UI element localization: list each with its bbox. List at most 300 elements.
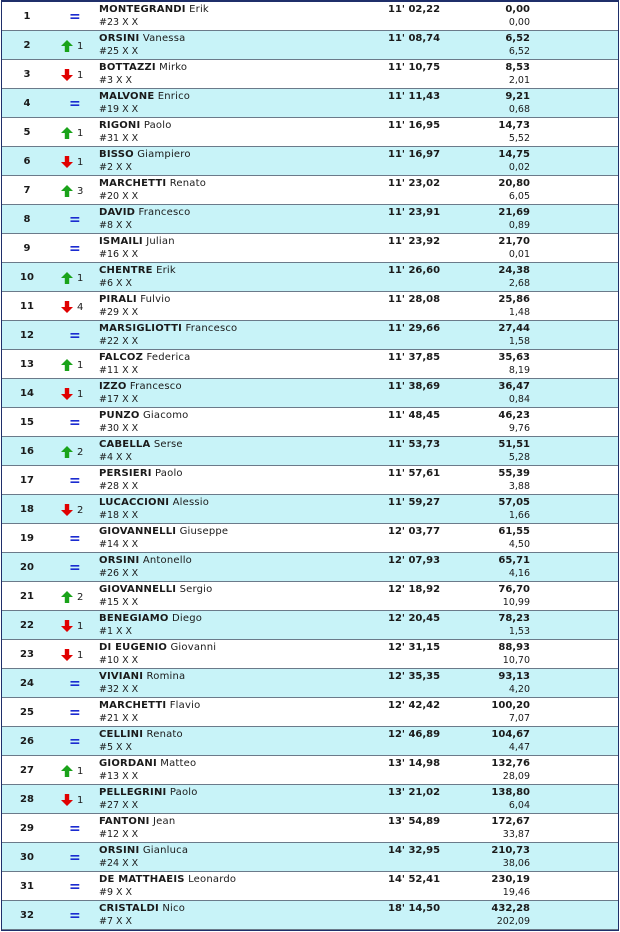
position-change: 2 [77, 447, 84, 458]
athlete-first-name: Mirko [159, 62, 188, 73]
bib-number: #10 X X [99, 655, 139, 666]
gap-to-previous: 2,68 [508, 278, 530, 289]
position-cell: 5 [23, 127, 31, 138]
athlete-first-name: Francesco [185, 323, 238, 334]
athlete-name [99, 758, 196, 769]
gap-to-leader: 55,39 [498, 468, 530, 479]
finish-time: 11' 48,45 [388, 410, 441, 421]
gap-to-leader: 138,80 [491, 787, 530, 798]
position-cell: 3 [23, 69, 31, 80]
position-cell: 16 [20, 446, 34, 457]
trend-cell [61, 213, 91, 227]
red-down-arrow-icon [61, 794, 73, 806]
bib-number: #1 X X [99, 626, 133, 637]
finish-time: 18' 14,50 [388, 903, 441, 914]
trend-cell [61, 619, 91, 633]
finish-time: 11' 23,91 [388, 207, 441, 218]
position-cell: 27 [20, 765, 34, 776]
position-change: 1 [77, 273, 84, 284]
gap-to-leader: 230,19 [491, 874, 530, 885]
gap-to-previous: 1,53 [508, 626, 530, 637]
athlete-name [99, 671, 185, 682]
gap-to-leader: 20,80 [498, 178, 530, 189]
bib-number: #24 X X [99, 858, 139, 869]
results-table [1, 0, 619, 931]
athlete-name [99, 903, 185, 914]
athlete-first-name: Enrico [157, 91, 191, 102]
bib-number: #23 X X [99, 17, 139, 28]
trend-cell [61, 822, 91, 836]
table-row [2, 89, 618, 118]
bib-number: #3 X X [99, 75, 133, 86]
blue-equal-icon: = [69, 676, 81, 692]
trend-cell [61, 242, 91, 256]
athlete-first-name: Fulvio [140, 294, 171, 305]
gap-to-previous: 38,06 [502, 858, 530, 869]
athlete-last-name: DE MATTHAEIS [99, 874, 185, 885]
position-cell: 10 [20, 272, 34, 283]
table-row [2, 60, 618, 89]
athlete-last-name: PELLEGRINI [99, 787, 167, 798]
athlete-last-name: BENEGIAMO [99, 613, 169, 624]
trend-cell [61, 445, 91, 459]
athlete-last-name: CELLINI [99, 729, 144, 740]
blue-equal-icon: = [69, 821, 81, 837]
trend-cell [61, 880, 91, 894]
trend-cell [61, 329, 91, 343]
green-up-arrow-icon [61, 591, 73, 603]
gap-to-leader: 57,05 [498, 497, 530, 508]
table-row [2, 611, 618, 640]
gap-to-previous: 0,84 [508, 394, 530, 405]
table-row [2, 437, 618, 466]
athlete-last-name: ORSINI [99, 555, 140, 566]
table-row [2, 466, 618, 495]
gap-to-previous: 5,28 [508, 452, 530, 463]
trend-cell [61, 706, 91, 720]
bib-number: #14 X X [99, 539, 139, 550]
athlete-last-name: MARCHETTI [99, 700, 167, 711]
athlete-name [99, 613, 202, 624]
gap-to-leader: 104,67 [491, 729, 530, 740]
bib-number: #12 X X [99, 829, 139, 840]
gap-to-previous: 10,99 [502, 597, 530, 608]
position-cell: 23 [20, 649, 34, 660]
bib-number: #5 X X [99, 742, 133, 753]
athlete-last-name: GIOVANNELLI [99, 526, 177, 537]
athlete-last-name: GIORDANI [99, 758, 157, 769]
finish-time: 14' 52,41 [388, 874, 441, 885]
athlete-name [99, 91, 190, 102]
gap-to-previous: 1,48 [508, 307, 530, 318]
table-row [2, 582, 618, 611]
blue-equal-icon: = [69, 415, 81, 431]
red-down-arrow-icon [61, 620, 73, 632]
red-down-arrow-icon [61, 649, 73, 661]
table-row [2, 263, 618, 292]
athlete-name [99, 700, 200, 711]
gap-to-leader: 100,20 [491, 700, 530, 711]
trend-cell [61, 416, 91, 430]
gap-to-previous: 0,02 [508, 162, 530, 173]
athlete-last-name: GIOVANNELLI [99, 584, 177, 595]
gap-to-previous: 28,09 [502, 771, 530, 782]
gap-to-previous: 6,05 [508, 191, 530, 202]
position-cell: 7 [23, 185, 31, 196]
trend-cell [61, 764, 91, 778]
athlete-first-name: Paolo [169, 787, 198, 798]
gap-to-leader: 172,67 [491, 816, 530, 827]
athlete-first-name: Julian [146, 236, 175, 247]
finish-time: 11' 11,43 [388, 91, 441, 102]
athlete-last-name: PERSIERI [99, 468, 152, 479]
gap-to-previous: 7,07 [508, 713, 530, 724]
athlete-name [99, 352, 190, 363]
finish-time: 11' 57,61 [388, 468, 441, 479]
position-change: 1 [77, 621, 84, 632]
blue-equal-icon: = [69, 473, 81, 489]
gap-to-leader: 9,21 [505, 91, 530, 102]
table-row [2, 843, 618, 872]
table-row [2, 553, 618, 582]
athlete-last-name: BOTTAZZI [99, 62, 156, 73]
athlete-first-name: Matteo [160, 758, 197, 769]
athlete-first-name: Erik [156, 265, 176, 276]
gap-to-previous: 202,09 [496, 916, 530, 927]
position-cell: 24 [20, 678, 34, 689]
athlete-last-name: BISSO [99, 149, 134, 160]
position-change: 2 [77, 505, 84, 516]
position-change: 2 [77, 592, 84, 603]
athlete-name [99, 439, 183, 450]
athlete-first-name: Flavio [169, 700, 201, 711]
table-row [2, 785, 618, 814]
gap-to-leader: 21,69 [498, 207, 530, 218]
bib-number: #22 X X [99, 336, 139, 347]
gap-to-leader: 210,73 [491, 845, 530, 856]
table-row [2, 147, 618, 176]
table-row [2, 118, 618, 147]
athlete-name [99, 381, 182, 392]
athlete-last-name: FANTONI [99, 816, 150, 827]
gap-to-leader: 35,63 [498, 352, 530, 363]
bib-number: #11 X X [99, 365, 139, 376]
position-cell: 17 [20, 475, 34, 486]
green-up-arrow-icon [61, 40, 73, 52]
gap-to-previous: 19,46 [502, 887, 530, 898]
position-cell: 6 [23, 156, 31, 167]
athlete-last-name: ORSINI [99, 33, 140, 44]
gap-to-previous: 2,01 [508, 75, 530, 86]
athlete-first-name: Paolo [143, 120, 172, 131]
red-down-arrow-icon [61, 156, 73, 168]
bib-number: #18 X X [99, 510, 139, 521]
gap-to-leader: 132,76 [491, 758, 530, 769]
table-row [2, 379, 618, 408]
athlete-last-name: DI EUGENIO [99, 642, 168, 653]
bib-number: #8 X X [99, 220, 133, 231]
gap-to-previous: 0,68 [508, 104, 530, 115]
bib-number: #26 X X [99, 568, 139, 579]
trend-cell [61, 300, 91, 314]
gap-to-leader: 25,86 [498, 294, 530, 305]
gap-to-previous: 4,47 [508, 742, 530, 753]
athlete-first-name: Leonardo [188, 874, 237, 885]
athlete-first-name: Paolo [155, 468, 183, 479]
gap-to-leader: 21,70 [498, 236, 530, 247]
position-cell: 1 [23, 11, 31, 22]
bib-number: #19 X X [99, 104, 139, 115]
gap-to-leader: 76,70 [498, 584, 530, 595]
athlete-last-name: CHENTRE [99, 265, 153, 276]
gap-to-leader: 6,52 [505, 33, 530, 44]
position-cell: 32 [20, 910, 34, 921]
finish-time: 12' 07,93 [388, 555, 441, 566]
gap-to-leader: 46,23 [498, 410, 530, 421]
finish-time: 12' 35,35 [388, 671, 441, 682]
position-cell: 11 [20, 301, 34, 312]
athlete-first-name: Giovanni [170, 642, 217, 653]
athlete-first-name: Erik [189, 4, 209, 15]
bib-number: #32 X X [99, 684, 139, 695]
athlete-first-name: Jean [153, 816, 176, 827]
table-row [2, 31, 618, 60]
blue-equal-icon: = [69, 560, 81, 576]
gap-to-leader: 14,73 [498, 120, 530, 131]
bib-number: #16 X X [99, 249, 139, 260]
table-row [2, 698, 618, 727]
bib-number: #13 X X [99, 771, 139, 782]
athlete-first-name: Giampiero [137, 149, 191, 160]
athlete-name [99, 178, 206, 189]
athlete-first-name: Gianluca [142, 845, 189, 856]
table-row [2, 872, 618, 901]
bib-number: #15 X X [99, 597, 139, 608]
gap-to-previous: 4,20 [508, 684, 530, 695]
position-cell: 21 [20, 591, 34, 602]
blue-equal-icon: = [69, 328, 81, 344]
finish-time: 11' 38,69 [388, 381, 441, 392]
finish-time: 11' 23,92 [388, 236, 441, 247]
blue-equal-icon: = [69, 705, 81, 721]
blue-equal-icon: = [69, 734, 81, 750]
bib-number: #2 X X [99, 162, 133, 173]
gap-to-previous: 10,70 [502, 655, 530, 666]
bib-number: #21 X X [99, 713, 139, 724]
gap-to-leader: 24,38 [498, 265, 530, 276]
position-cell: 13 [20, 359, 34, 370]
gap-to-leader: 65,71 [498, 555, 530, 566]
position-cell: 22 [20, 620, 34, 631]
position-change: 1 [77, 389, 84, 400]
red-down-arrow-icon [61, 388, 73, 400]
position-change: 1 [77, 766, 84, 777]
gap-to-leader: 36,47 [498, 381, 530, 392]
finish-time: 11' 28,08 [388, 294, 441, 305]
finish-time: 11' 02,22 [388, 4, 441, 15]
athlete-last-name: ISMAILI [99, 236, 143, 247]
athlete-name [99, 410, 189, 421]
table-row [2, 321, 618, 350]
athlete-first-name: Vanessa [142, 33, 186, 44]
athlete-last-name: MARSIGLIOTTI [99, 323, 183, 334]
blue-equal-icon: = [69, 879, 81, 895]
bib-number: #31 X X [99, 133, 139, 144]
athlete-first-name: Serse [153, 439, 183, 450]
athlete-name [99, 555, 192, 566]
finish-time: 12' 42,42 [388, 700, 441, 711]
table-row [2, 176, 618, 205]
bib-number: #7 X X [99, 916, 133, 927]
gap-to-previous: 9,76 [508, 423, 530, 434]
finish-time: 14' 32,95 [388, 845, 441, 856]
table-row [2, 727, 618, 756]
trend-cell [61, 155, 91, 169]
athlete-first-name: Renato [169, 178, 207, 189]
athlete-first-name: Giuseppe [179, 526, 229, 537]
bib-number: #9 X X [99, 887, 133, 898]
bib-number: #17 X X [99, 394, 139, 405]
finish-time: 13' 14,98 [388, 758, 441, 769]
athlete-first-name: Giacomo [142, 410, 189, 421]
position-change: 3 [77, 186, 84, 197]
trend-cell [61, 851, 91, 865]
table-row [2, 495, 618, 524]
green-up-arrow-icon [61, 765, 73, 777]
gap-to-leader: 51,51 [498, 439, 530, 450]
athlete-first-name: Romina [146, 671, 186, 682]
trend-cell [61, 271, 91, 285]
athlete-name [99, 729, 183, 740]
trend-cell [61, 474, 91, 488]
trend-cell [61, 677, 91, 691]
athlete-first-name: Francesco [129, 381, 182, 392]
blue-equal-icon: = [69, 531, 81, 547]
green-up-arrow-icon [61, 359, 73, 371]
athlete-name [99, 294, 171, 305]
green-up-arrow-icon [61, 272, 73, 284]
athlete-last-name: LUCACCIONI [99, 497, 170, 508]
athlete-last-name: DAVID [99, 207, 136, 218]
position-cell: 31 [20, 881, 34, 892]
blue-equal-icon: = [69, 96, 81, 112]
red-down-arrow-icon [61, 69, 73, 81]
athlete-last-name: ORSINI [99, 845, 140, 856]
athlete-last-name: PUNZO [99, 410, 140, 421]
blue-equal-icon: = [69, 9, 81, 25]
gap-to-leader: 27,44 [498, 323, 530, 334]
athlete-last-name: CABELLA [99, 439, 151, 450]
trend-cell [61, 68, 91, 82]
bib-number: #25 X X [99, 46, 139, 57]
athlete-first-name: Diego [171, 613, 203, 624]
athlete-first-name: Alessio [172, 497, 210, 508]
finish-time: 13' 54,89 [388, 816, 441, 827]
position-change: 1 [77, 650, 84, 661]
position-cell: 18 [20, 504, 34, 515]
athlete-first-name: Sergio [179, 584, 213, 595]
finish-time: 11' 37,85 [388, 352, 441, 363]
table-row [2, 640, 618, 669]
table-row [2, 524, 618, 553]
finish-time: 11' 08,74 [388, 33, 441, 44]
position-cell: 12 [20, 330, 34, 341]
green-up-arrow-icon [61, 127, 73, 139]
gap-to-previous: 4,50 [508, 539, 530, 550]
finish-time: 11' 23,02 [388, 178, 441, 189]
bib-number: #30 X X [99, 423, 139, 434]
position-cell: 20 [20, 562, 34, 573]
athlete-last-name: MONTEGRANDI [99, 4, 186, 15]
athlete-name [99, 497, 209, 508]
gap-to-leader: 88,93 [498, 642, 530, 653]
table-row [2, 756, 618, 785]
athlete-last-name: FALCOZ [99, 352, 144, 363]
position-cell: 15 [20, 417, 34, 428]
trend-cell [61, 648, 91, 662]
athlete-first-name: Renato [146, 729, 183, 740]
gap-to-previous: 0,00 [508, 17, 530, 28]
finish-time: 12' 18,92 [388, 584, 441, 595]
gap-to-previous: 3,88 [508, 481, 530, 492]
athlete-name [99, 816, 175, 827]
finish-time: 13' 21,02 [388, 787, 441, 798]
trend-cell [61, 39, 91, 53]
trend-cell [61, 561, 91, 575]
gap-to-previous: 0,89 [508, 220, 530, 231]
trend-cell [61, 735, 91, 749]
gap-to-leader: 0,00 [505, 4, 530, 15]
table-row [2, 901, 618, 930]
athlete-name [99, 33, 185, 44]
position-change: 1 [77, 70, 84, 81]
gap-to-leader: 93,13 [498, 671, 530, 682]
trend-cell [61, 358, 91, 372]
trend-cell [61, 503, 91, 517]
table-row [2, 814, 618, 843]
blue-equal-icon: = [69, 212, 81, 228]
athlete-last-name: MARCHETTI [99, 178, 167, 189]
table-row [2, 350, 618, 379]
trend-cell [61, 97, 91, 111]
athlete-name [99, 120, 172, 131]
blue-equal-icon: = [69, 908, 81, 924]
position-change: 1 [77, 157, 84, 168]
bib-number: #27 X X [99, 800, 139, 811]
gap-to-leader: 432,28 [491, 903, 530, 914]
finish-time: 11' 10,75 [388, 62, 441, 73]
trend-cell [61, 126, 91, 140]
gap-to-leader: 14,75 [498, 149, 530, 160]
athlete-name [99, 265, 176, 276]
trend-cell [61, 532, 91, 546]
table-row [2, 2, 618, 31]
bib-number: #4 X X [99, 452, 133, 463]
athlete-name [99, 236, 175, 247]
trend-cell [61, 590, 91, 604]
finish-time: 11' 26,60 [388, 265, 441, 276]
athlete-name [99, 149, 191, 160]
trend-cell [61, 10, 91, 24]
table-row [2, 408, 618, 437]
table-row [2, 234, 618, 263]
athlete-last-name: CRISTALDI [99, 903, 159, 914]
blue-equal-icon: = [69, 850, 81, 866]
gap-to-previous: 33,87 [502, 829, 530, 840]
position-cell: 25 [20, 707, 34, 718]
finish-time: 11' 16,97 [388, 149, 441, 160]
bib-number: #28 X X [99, 481, 139, 492]
